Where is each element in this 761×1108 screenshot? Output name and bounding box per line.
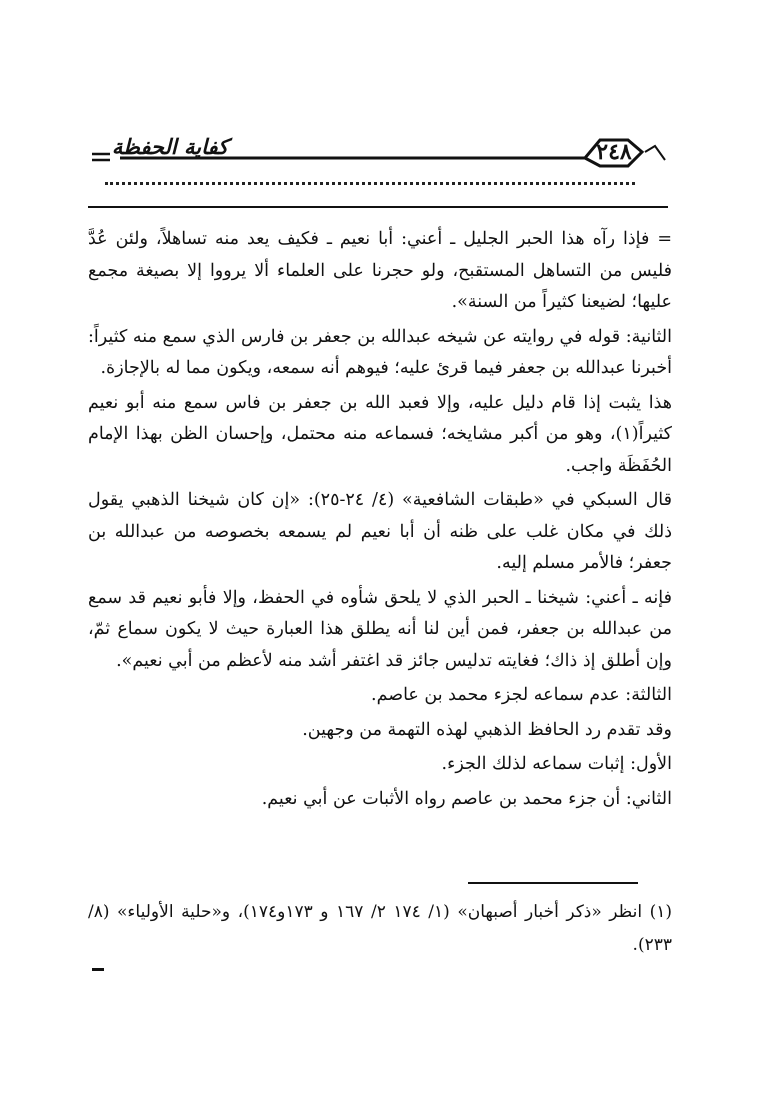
book-title: كفاية الحفظة [111, 134, 229, 159]
dotted-separator [105, 178, 635, 185]
paragraph-continuation: = فإذا رآه هذا الحبر الجليل ـ أعني: أبا نعيم ـ فكيف يعد منه تساهلاً، ولئن عُدَّ فليس من التساهل المستقبح، ولو حجرنا على العلماء ألا يرووا إلا بصيغة مجمع عليها؛ لضيعنا كثيراً من السنة». [88, 229, 672, 312]
paragraph-refutation-intro: وقد تقدم رد الحافظ الذهبي لهذه التهمة من وجهين. [302, 719, 672, 740]
end-mark [92, 968, 104, 971]
footnote-separator [468, 882, 638, 884]
paragraph-dhahabi-praise: فإنه ـ أعني: شيخنا ـ الحبر الذي لا يلحق شأوه في الحفظ، وإلا فأبو نعيم قد سمع من عبدالله بن جعفر، فمن أين لنا أنه يطلق هذا العبارة حيث لا يكون سماع ثمّ، وإن أطلق إذ ذاك؛ فغايته تدليس جائز قد اغتفر أشد منه لأعظم من أبي نعيم». [88, 587, 672, 671]
paragraph-subki-quote: قال السبكي في «طبقات الشافعية» (٤/ ٢٤-٢٥): «إن كان شيخنا الذهبي يقول ذلك في مكان غلب على ظنه أن أبا نعيم لم يسمعه بخصوصه من عبدالله بن جعفر؛ فالأمر مسلم إليه. [88, 490, 672, 573]
page-header [0, 0, 761, 210]
paragraph-response: هذا يثبت إذا قام دليل عليه، وإلا فعبد الله بن جعفر بن فاس سمع منه أبو نعيم كثيراً(١)، وهو من أكبر مشايخه؛ فسماعه منه محتمل، وإحسان الظن بهذا الإمام الحُفَظَة واجب. [88, 392, 672, 476]
paragraph-second-issue: الثانية: قوله في روايته عن شيخه عبدالله بن جعفر بن فارس الذي سمع منه كثيراً: أخبرنا عبدالله بن جعفر فيما قرئ عليه؛ فيوهم أنه سمعه، ويكون مما له بالإجازة. [88, 326, 672, 378]
paragraph-second-point: الثاني: أن جزء محمد بن عاصم رواه الأثبات عن أبي نعيم. [261, 788, 672, 809]
page-number: ٢٤٨ [596, 139, 632, 165]
paragraph-third-issue: الثالثة: عدم سماعه لجزء محمد بن عاصم. [371, 685, 672, 705]
footnotes [88, 896, 672, 962]
main-text [88, 224, 672, 818]
footnote-1: (١) انظر «ذكر أخبار أصبهان» (١/ ١٧٤ ٢/ ١٦٧ و ١٧٣و١٧٤)، و«حلية الأولياء» (٨/ ٢٣٣). [88, 902, 673, 955]
paragraph-first-point: الأول: إثبات سماعه لذلك الجزء. [441, 754, 672, 774]
